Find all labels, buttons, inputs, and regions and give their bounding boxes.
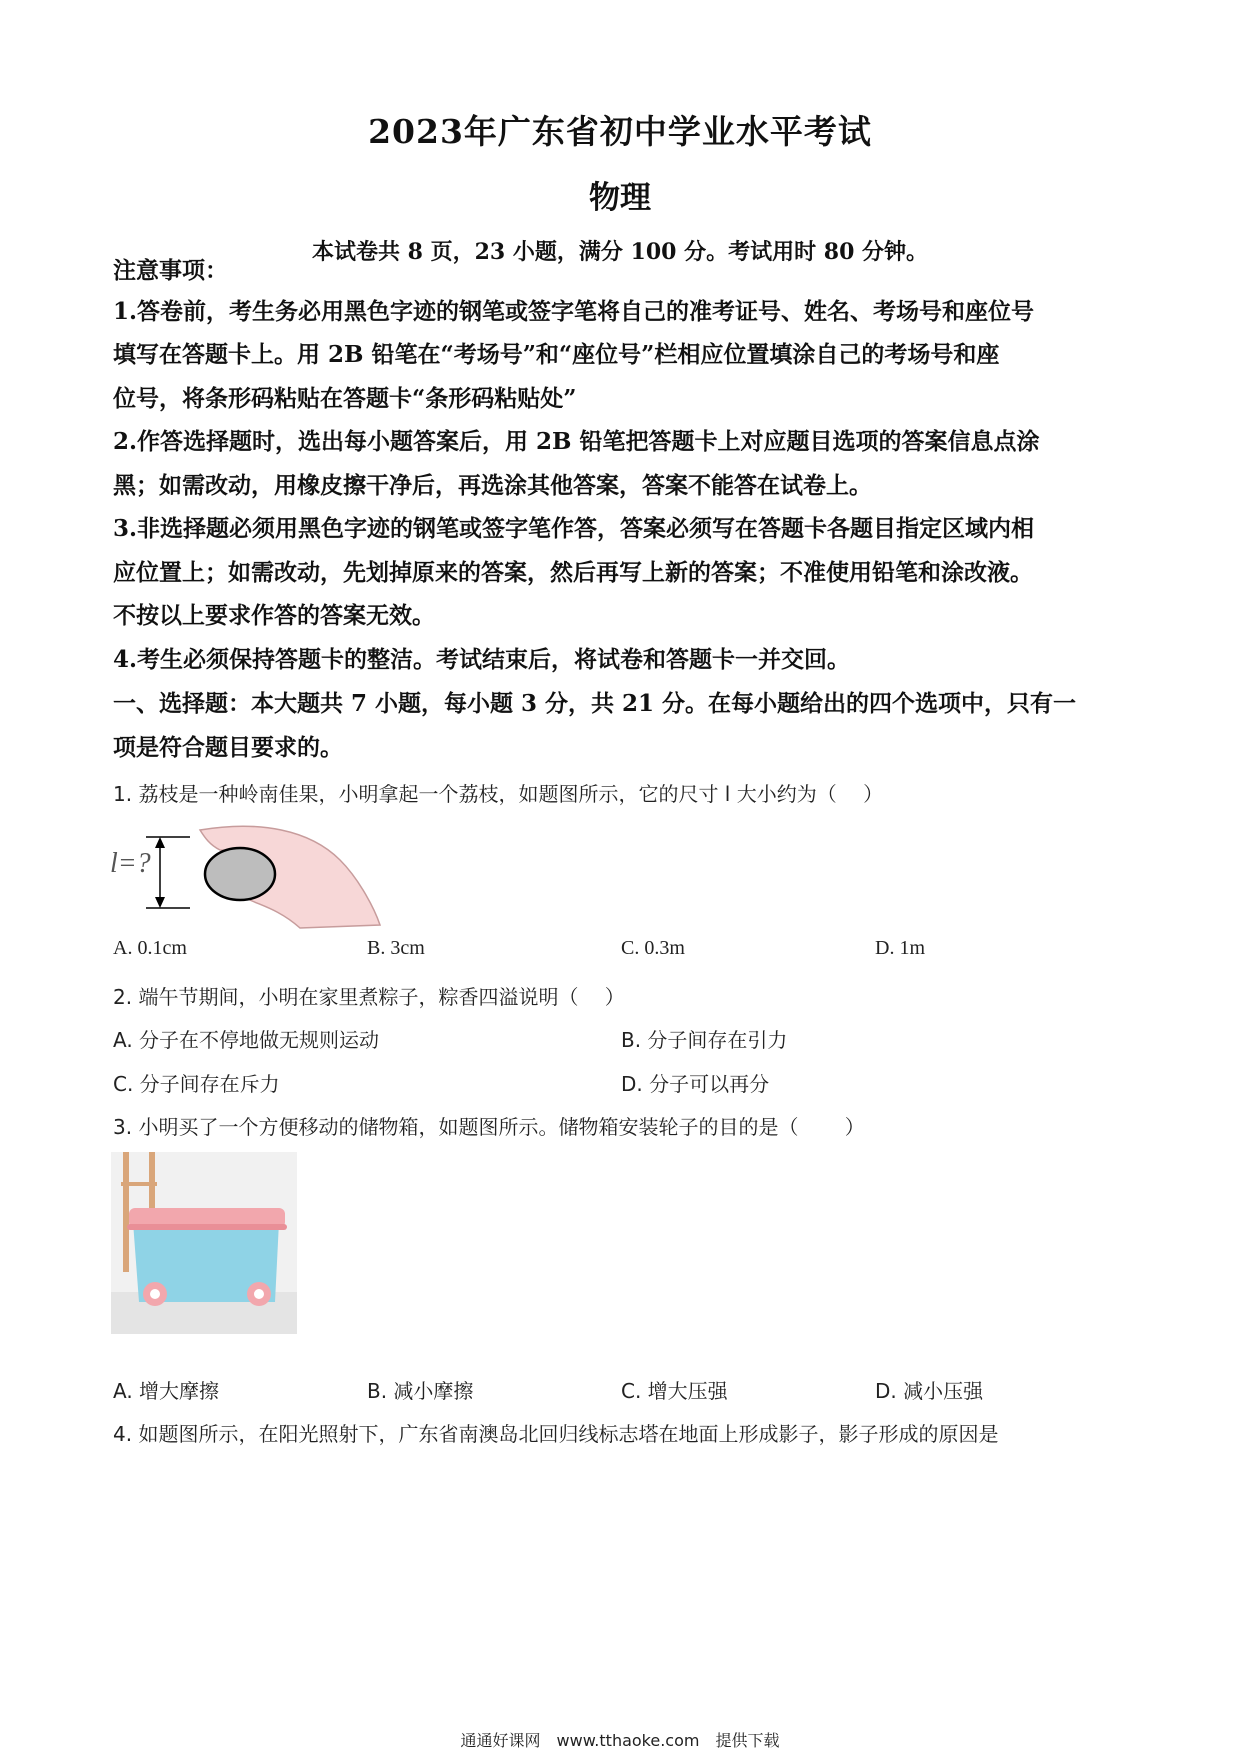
note-line: 1.答卷前，考生务必用黑色字迹的钢笔或签字笔将自己的准考证号、姓名、考场号和座位号 bbox=[113, 298, 1035, 325]
option-c: C. 增大压强 bbox=[621, 1379, 728, 1403]
notes-heading: 注意事项： bbox=[113, 257, 228, 284]
exam-title: 2023年广东省初中学业水平考试 bbox=[368, 112, 872, 151]
option-b: B. 减小摩擦 bbox=[367, 1379, 474, 1403]
option-b: B. 分子间存在引力 bbox=[621, 1028, 788, 1052]
exam-info: 本试卷共 8 页，23 小题，满分 100 分。考试用时 80 分钟。 bbox=[311, 239, 929, 265]
option-d: D. 分子可以再分 bbox=[621, 1072, 770, 1096]
length-label: l=? bbox=[110, 848, 151, 879]
note-line: 位号，将条形码粘贴在答题卡“条形码粘贴处” bbox=[113, 385, 577, 412]
lychee-figure bbox=[110, 820, 390, 930]
option-c: C. 分子间存在斥力 bbox=[113, 1072, 280, 1096]
note-line: 应位置上；如需改动，先划掉原来的答案，然后再写上新的答案；不准使用铅笔和涂改液。 bbox=[113, 559, 1033, 586]
note-line: 3.非选择题必须用黑色字迹的钢笔或签字笔作答，答案必须写在答题卡各题目指定区域内相 bbox=[113, 515, 1035, 542]
footer-text: 通通好课网 www.tthaoke.com 提供下载 bbox=[460, 1731, 780, 1750]
note-line: 2.作答选择题时，选出每小题答案后，用 2B 铅笔把答题卡上对应题目选项的答案信息点涂 bbox=[113, 428, 1040, 455]
note-line: 不按以上要求作答的答案无效。 bbox=[113, 602, 435, 629]
note-line: 填写在答题卡上。用 2B 铅笔在“考场号”和“座位号”栏相应位置填涂自己的考场号和座 bbox=[113, 341, 1000, 368]
option-a: A. 0.1cm bbox=[113, 937, 187, 959]
option-a: A. 增大摩擦 bbox=[113, 1379, 220, 1403]
option-a: A. 分子在不停地做无规则运动 bbox=[113, 1028, 380, 1052]
question-3-stem: 3. 小明买了一个方便移动的储物箱，如题图所示。储物箱安装轮子的目的是（ ） bbox=[113, 1115, 865, 1139]
subject-title: 物理 bbox=[589, 180, 651, 216]
option-b: B. 3cm bbox=[367, 937, 425, 959]
section-heading-cont: 项是符合题目要求的。 bbox=[113, 734, 343, 761]
section-heading: 一、选择题：本大题共 7 小题，每小题 3 分，共 21 分。在每小题给出的四个选项中，只有一 bbox=[113, 690, 1077, 717]
option-d: D. 1m bbox=[875, 937, 925, 959]
option-c: C. 0.3m bbox=[621, 937, 685, 959]
question-1-stem: 1. 荔枝是一种岭南佳果，小明拿起一个荔枝，如题图所示，它的尺寸 l 大小约为（ ） bbox=[113, 782, 884, 806]
question-4-stem: 4. 如题图所示，在阳光照射下，广东省南澳岛北回归线标志塔在地面上形成影子，影子形成的原因是 bbox=[113, 1422, 999, 1446]
storage-box-photo bbox=[111, 1152, 297, 1334]
note-line: 黑；如需改动，用橡皮擦干净后，再选涂其他答案，答案不能答在试卷上。 bbox=[113, 472, 872, 499]
note-line: 4.考生必须保持答题卡的整洁。考试结束后，将试卷和答题卡一并交回。 bbox=[113, 646, 851, 673]
option-d: D. 减小压强 bbox=[875, 1379, 984, 1403]
question-2-stem: 2. 端午节期间，小明在家里煮粽子，粽香四溢说明（ ） bbox=[113, 985, 625, 1009]
